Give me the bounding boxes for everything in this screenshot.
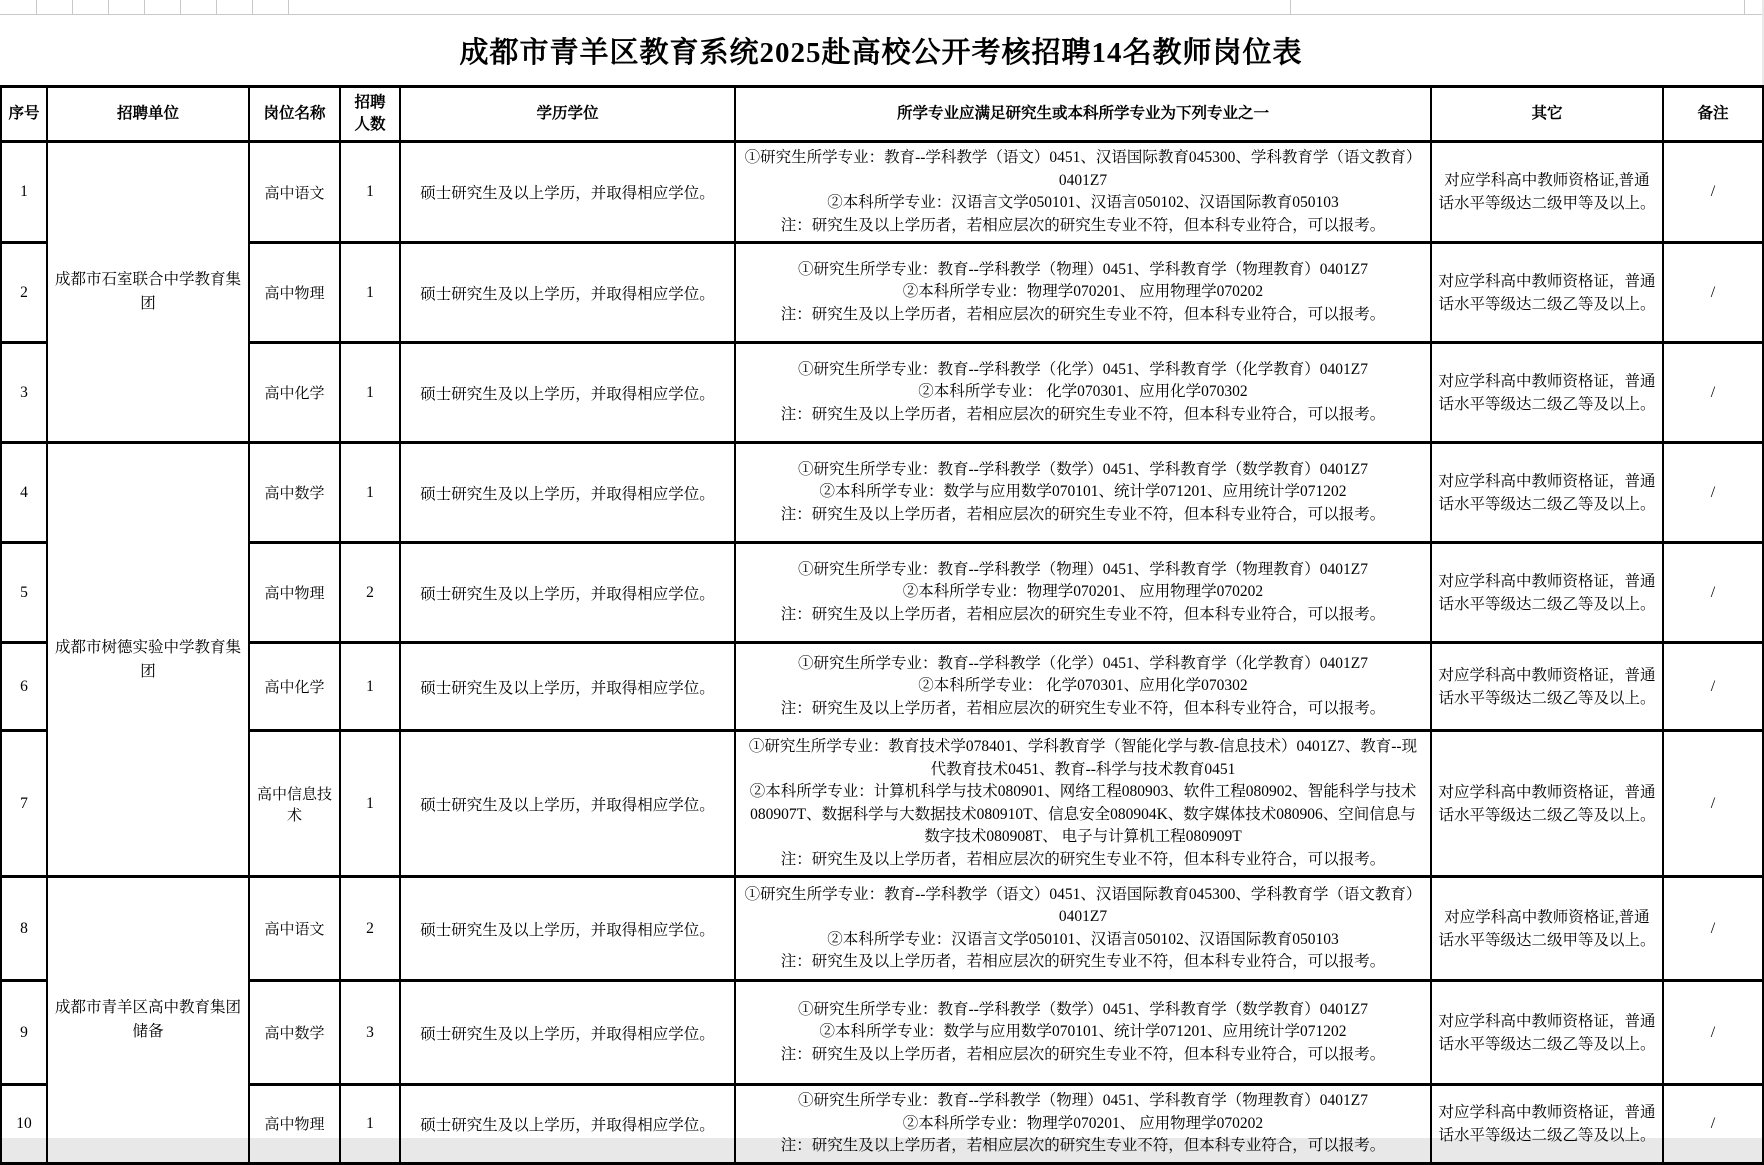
majors-under-line: ②本科所学专业：数学与应用数学070101、统计学071201、应用统计学071202 [819,1023,1347,1041]
majors-under-line: ②本科所学专业： 化学070301、应用化学070302 [918,677,1248,695]
col-header-majors: 所学专业应满足研究生或本科所学专业为下列专业之一 [735,87,1431,142]
cell-seq: 3 [1,343,47,443]
cell-position: 高中物理 [249,543,340,643]
col-header-count: 招聘人数 [340,87,400,142]
job-position-table [0,85,1764,1165]
cell-position: 高中化学 [249,643,340,731]
majors-grad-line: ①研究生所学专业：教育--学科教学（语文）0451、汉语国际教育045300、学科教育学（语文教育）0401Z7 [744,149,1422,189]
table-row [1,243,1763,343]
page-title: 成都市青羊区教育系统2025赴高校公开考核招聘14名教师岗位表 [459,36,1303,69]
cell-degree: 硕士研究生及以上学历，并取得相应学位。 [400,981,735,1085]
cell-majors [735,731,1431,877]
majors-note-line: 注：研究生及以上学历者，若相应层次的研究生专业不符，但本科专业符合，可以报考。 [780,305,1386,323]
majors-grad-line: ①研究生所学专业：教育--学科教学（数学）0451、学科教育学（数学教育）0401Z7 [797,460,1369,478]
col-header-no: 序号 [1,87,47,142]
cell-degree: 硕士研究生及以上学历，并取得相应学位。 [400,1085,735,1164]
cell-count: 1 [340,1085,400,1164]
cell-other: 对应学科高中教师资格证,普通话水平等级达二级甲等及以上。 [1431,142,1663,243]
majors-under-line: ②本科所学专业：汉语言文学050101、汉语言050102、汉语国际教育050103 [827,930,1339,948]
table-row [1,543,1763,643]
gridline-tick [1744,0,1745,14]
cell-unit: 成都市石室联合中学教育集团 [47,142,249,443]
cell-position: 高中物理 [249,243,340,343]
cell-majors [735,877,1431,981]
cell-seq: 5 [1,543,47,643]
majors-grad-line: ①研究生所学专业：教育技术学078401、学科教育学（智能化学与教-信息技术）0401Z7、教育--现代教育技术0451、教育--科学与技术教育0451 [748,738,1418,778]
header-row [1,87,1763,142]
majors-note-line: 注：研究生及以上学历者，若相应层次的研究生专业不符，但本科专业符合，可以报考。 [780,605,1386,623]
gridline-tick [36,0,37,14]
cell-remark: / [1663,243,1763,343]
cell-majors [735,543,1431,643]
cell-count: 3 [340,981,400,1085]
majors-under-line: ②本科所学专业：物理学070201、 应用物理学070202 [902,583,1264,601]
cell-count: 2 [340,877,400,981]
cell-other: 对应学科高中教师资格证，普通话水平等级达二级乙等及以上。 [1431,1085,1663,1164]
gridline-tick [252,0,253,14]
cell-remark: / [1663,443,1763,543]
majors-note-line: 注：研究生及以上学历者，若相应层次的研究生专业不符，但本科专业符合，可以报考。 [780,505,1386,523]
cell-majors [735,443,1431,543]
cell-other: 对应学科高中教师资格证，普通话水平等级达二级乙等及以上。 [1431,243,1663,343]
cell-other: 对应学科高中教师资格证，普通话水平等级达二级乙等及以上。 [1431,343,1663,443]
table-row [1,142,1763,243]
cell-seq: 4 [1,443,47,543]
cell-remark: / [1663,543,1763,643]
table-row [1,877,1763,981]
majors-under-line: ②本科所学专业：物理学070201、 应用物理学070202 [902,283,1264,301]
majors-grad-line: ①研究生所学专业：教育--学科教学（物理）0451、学科教育学（物理教育）0401Z7 [797,260,1369,278]
cell-majors [735,1085,1431,1164]
cell-degree: 硕士研究生及以上学历，并取得相应学位。 [400,343,735,443]
table-row [1,731,1763,877]
majors-note-line: 注：研究生及以上学历者，若相应层次的研究生专业不符，但本科专业符合，可以报考。 [780,699,1386,717]
col-header-position: 岗位名称 [249,87,340,142]
cell-count: 1 [340,243,400,343]
majors-note-line: 注：研究生及以上学历者，若相应层次的研究生专业不符，但本科专业符合，可以报考。 [780,953,1386,970]
gridline-tick [108,0,109,14]
gridline-tick [144,0,145,14]
cell-count: 1 [340,343,400,443]
cell-count: 1 [340,443,400,543]
cell-position: 高中信息技术 [249,731,340,877]
cell-degree: 硕士研究生及以上学历，并取得相应学位。 [400,243,735,343]
cell-seq: 7 [1,731,47,877]
spreadsheet-gridline-strip [0,0,1762,15]
majors-under-line: ②本科所学专业：数学与应用数学070101、统计学071201、应用统计学071202 [819,483,1347,501]
majors-grad-line: ①研究生所学专业：教育--学科教学（语文）0451、汉语国际教育045300、学科教育学（语文教育）0401Z7 [744,885,1422,925]
cell-majors [735,981,1431,1085]
cell-position: 高中化学 [249,343,340,443]
gridline-tick [288,0,289,14]
cell-position: 高中物理 [249,1085,340,1164]
majors-grad-line: ①研究生所学专业：教育--学科教学（化学）0451、学科教育学（化学教育）0401Z7 [797,654,1369,672]
gridline-tick [216,0,217,14]
majors-under-line: ②本科所学专业：物理学070201、 应用物理学070202 [902,1114,1264,1132]
cell-position: 高中语文 [249,142,340,243]
gridline-tick [1290,0,1291,14]
col-header-remark: 备注 [1663,87,1763,142]
gridline-tick [180,0,181,14]
cell-remark: / [1663,142,1763,243]
cell-other: 对应学科高中教师资格证，普通话水平等级达二级乙等及以上。 [1431,443,1663,543]
majors-under-line: ②本科所学专业：计算机科学与技术080901、网络工程080903、软件工程080902、智能科学与技术080907T、数据科学与大数据技术080910T、信息安全080904K、数字媒体技术080906、空间信息与数字技术080908T、 电子与计算机工程080909T [749,783,1417,845]
gridline-tick [72,0,73,14]
cell-seq: 2 [1,243,47,343]
cell-position: 高中数学 [249,443,340,543]
cell-other: 对应学科高中教师资格证,普通话水平等级达二级甲等及以上。 [1431,877,1663,981]
cell-seq: 9 [1,981,47,1085]
cell-count: 1 [340,643,400,731]
cell-majors [735,243,1431,343]
cell-majors [735,643,1431,731]
cell-remark: / [1663,343,1763,443]
col-header-unit: 招聘单位 [47,87,249,142]
cell-degree: 硕士研究生及以上学历，并取得相应学位。 [400,731,735,877]
cell-remark: / [1663,643,1763,731]
majors-note-line: 注：研究生及以上学历者，若相应层次的研究生专业不符，但本科专业符合，可以报考。 [780,1137,1386,1154]
majors-under-line: ②本科所学专业： 化学070301、应用化学070302 [918,383,1248,401]
cell-count: 2 [340,543,400,643]
cell-unit: 成都市青羊区高中教育集团储备 [47,877,249,1164]
cell-unit: 成都市树德实验中学教育集团 [47,443,249,877]
cell-remark: / [1663,1085,1763,1164]
cell-other: 对应学科高中教师资格证，普通话水平等级达二级乙等及以上。 [1431,543,1663,643]
cell-count: 1 [340,731,400,877]
majors-under-line: ②本科所学专业：汉语言文学050101、汉语言050102、汉语国际教育050103 [827,194,1339,211]
table-row [1,1085,1763,1164]
table-row [1,643,1763,731]
cell-other: 对应学科高中教师资格证，普通话水平等级达二级乙等及以上。 [1431,643,1663,731]
table-row [1,443,1763,543]
cell-other: 对应学科高中教师资格证，普通话水平等级达二级乙等及以上。 [1431,981,1663,1085]
majors-note-line: 注：研究生及以上学历者，若相应层次的研究生专业不符，但本科专业符合，可以报考。 [780,405,1386,423]
cell-degree: 硕士研究生及以上学历，并取得相应学位。 [400,643,735,731]
cell-majors [735,343,1431,443]
cell-degree: 硕士研究生及以上学历，并取得相应学位。 [400,443,735,543]
table-row [1,343,1763,443]
cell-seq: 1 [1,142,47,243]
majors-grad-line: ①研究生所学专业：教育--学科教学（物理）0451、学科教育学（物理教育）0401Z7 [797,1092,1369,1109]
majors-note-line: 注：研究生及以上学历者，若相应层次的研究生专业不符，但本科专业符合，可以报考。 [780,1045,1386,1063]
cell-seq: 6 [1,643,47,731]
cell-remark: / [1663,981,1763,1085]
table-row [1,981,1763,1085]
cell-remark: / [1663,731,1763,877]
col-header-other: 其它 [1431,87,1663,142]
cell-seq: 10 [1,1085,47,1164]
majors-note-line: 注：研究生及以上学历者，若相应层次的研究生专业不符，但本科专业符合，可以报考。 [780,216,1386,234]
cell-count: 1 [340,142,400,243]
majors-grad-line: ①研究生所学专业：教育--学科教学（物理）0451、学科教育学（物理教育）0401Z7 [797,560,1369,578]
cell-degree: 硕士研究生及以上学历，并取得相应学位。 [400,142,735,243]
cell-position: 高中语文 [249,877,340,981]
majors-grad-line: ①研究生所学专业：教育--学科教学（化学）0451、学科教育学（化学教育）0401Z7 [797,360,1369,378]
majors-note-line: 注：研究生及以上学历者，若相应层次的研究生专业不符，但本科专业符合，可以报考。 [780,850,1386,868]
majors-grad-line: ①研究生所学专业：教育--学科教学（数学）0451、学科教育学（数学教育）0401Z7 [797,1000,1369,1018]
cell-majors [735,142,1431,243]
col-header-degree: 学历学位 [400,87,735,142]
cell-other: 对应学科高中教师资格证，普通话水平等级达二级乙等及以上。 [1431,731,1663,877]
cell-degree: 硕士研究生及以上学历，并取得相应学位。 [400,877,735,981]
cell-position: 高中数学 [249,981,340,1085]
cell-remark: / [1663,877,1763,981]
title-bar [0,15,1762,85]
cell-seq: 8 [1,877,47,981]
cell-degree: 硕士研究生及以上学历，并取得相应学位。 [400,543,735,643]
